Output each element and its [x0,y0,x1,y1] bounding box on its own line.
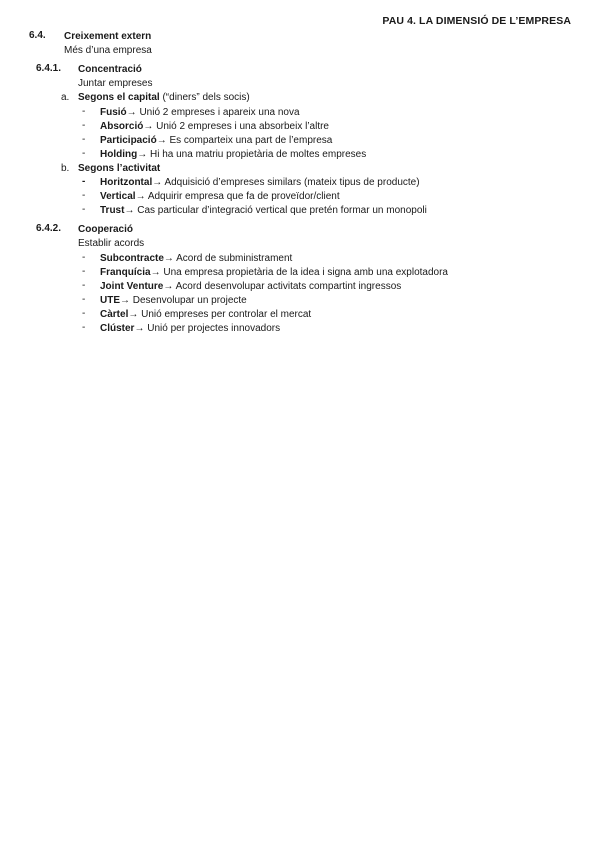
bullet-dash: - [82,280,86,291]
group-a-note: (“diners” dels socis) [159,92,250,103]
bullet-dash: - [82,190,86,201]
bullet-dash: - [82,148,86,159]
section-title: Creixement extern [64,31,152,42]
subsection-title-concentracio: Concentració [78,64,142,75]
list-item: UTE→ Desenvolupar un projecte [100,295,247,306]
bullet-dash: - [82,134,86,145]
group-a-label: Segons el capital [78,92,160,103]
list-item: Vertical→ Adquirir empresa que fa de proveïdor/client [100,191,340,202]
bullet-dash: - [82,266,86,277]
list-item: Clúster→ Unió per projectes innovadors [100,323,281,334]
subsection-subtitle-concentracio: Juntar empreses [78,78,153,89]
list-item: Càrtel→ Unió empreses per controlar el mercat [100,309,312,320]
list-item: Trust→ Cas particular d’integració vertical que pretén formar un monopoli [100,205,427,216]
group-a-heading [78,91,250,104]
list-item: Fusió→ Unió 2 empreses i apareix una nova [100,107,300,118]
bullet-dash: - [82,308,86,319]
section-subtitle: Més d’una empresa [64,45,152,56]
group-a-marker: a. [61,92,70,103]
bullet-dash: - [82,294,86,305]
subsection-number-cooperacio: 6.4.2. [36,223,62,234]
bullet-dash: - [82,204,86,215]
list-item: Joint Venture→ Acord desenvolupar activitats compartint ingressos [100,281,402,292]
list-item: Participació→ Es comparteix una part de l’empresa [100,135,333,146]
list-item: Absorció→ Unió 2 empreses i una absorbeix l’altre [100,121,329,132]
list-item: Horitzontal→ Adquisició d’empreses similars (mateix tipus de producte) [100,177,420,188]
list-item: Subcontracte→ Acord de subministrament [100,253,293,264]
bullet-dash: - [82,252,86,263]
subsection-title-cooperacio: Cooperació [78,224,134,235]
group-b-label: Segons l’activitat [78,163,161,174]
subsection-number-concentracio: 6.4.1. [36,63,62,74]
bullet-dash: - [82,176,86,187]
subsection-subtitle-cooperacio: Establir acords [78,238,145,249]
bullet-dash: - [82,106,86,117]
list-item: Holding→ Hi ha una matriu propietària de moltes empreses [100,149,367,160]
bullet-dash: - [82,322,86,333]
section-number: 6.4. [29,30,46,41]
list-item: Franquícia→ Una empresa propietària de la idea i signa amb una explotadora [100,267,448,278]
page-header-title: PAU 4. LA DIMENSIÓ DE L’EMPRESA [382,15,571,27]
bullet-dash: - [82,120,86,131]
group-b-marker: b. [61,163,70,174]
